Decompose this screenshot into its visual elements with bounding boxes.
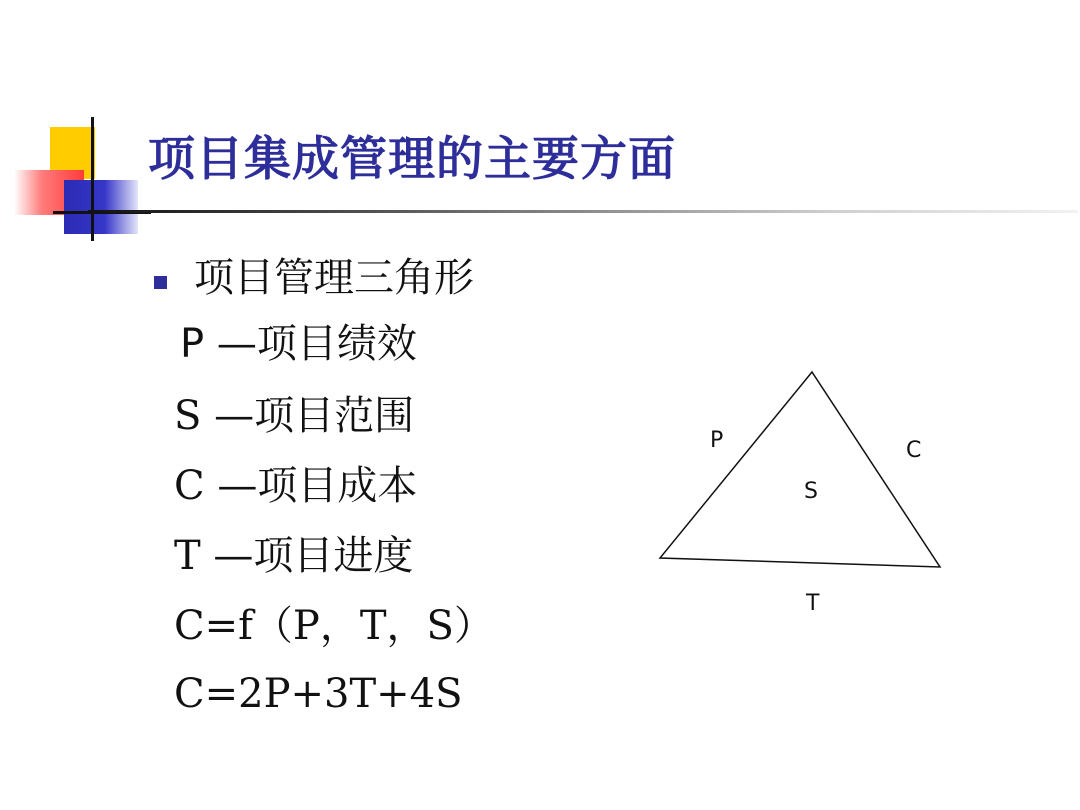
label-c: C [906, 438, 922, 463]
label-t: T [806, 591, 820, 616]
formula-text: C=2P+3T+4S [174, 671, 463, 717]
line-symbol: T [174, 533, 201, 579]
slide-title: 项目集成管理的主要方面 [148, 132, 676, 187]
line-label: —项目成本 [204, 463, 418, 509]
line-symbol: C [174, 463, 205, 509]
line-label: —项目范围 [201, 393, 415, 439]
line-symbol: P [180, 321, 205, 367]
bullet-text: 项目管理三角形 [194, 255, 474, 301]
line-label: —项目进度 [200, 533, 414, 579]
triangle-shape [660, 372, 940, 567]
label-p: P [710, 428, 724, 453]
label-s: S [804, 479, 818, 504]
line-label: —项目绩效 [204, 321, 417, 367]
formula-text: C=f（P，T，S） [174, 603, 494, 649]
line-symbol: S [174, 393, 202, 439]
